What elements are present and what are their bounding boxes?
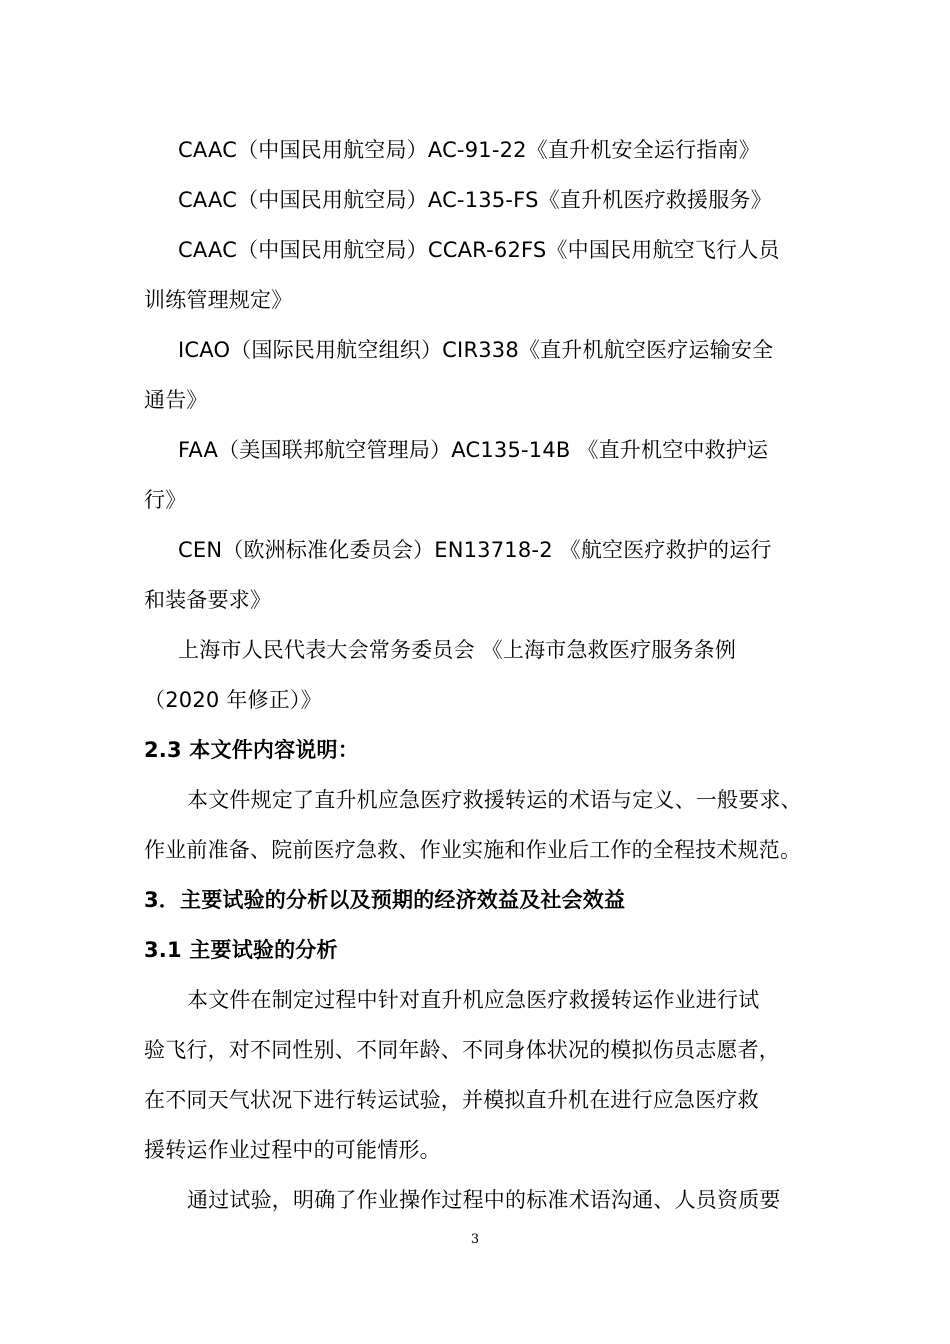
page-number: 3 xyxy=(470,1232,480,1247)
section-heading-3: 3．主要试验的分析以及预期的经济效益及社会效益 xyxy=(144,888,626,912)
reference-line: CEN（欧洲标准化委员会）EN13718-2 《航空医疗救护的运行 xyxy=(178,538,772,562)
paragraph-line: 通过试验，明确了作业操作过程中的标准术语沟通、人员资质要 xyxy=(187,1188,781,1212)
reference-line: CAAC（中国民用航空局）AC-91-22《直升机安全运行指南》 xyxy=(178,138,760,162)
reference-line: CAAC（中国民用航空局）CCAR-62FS《中国民用航空飞行人员 xyxy=(178,238,780,262)
reference-line-continued: （2020 年修正）》 xyxy=(144,688,322,712)
paragraph-line: 援转运作业过程中的可能情形。 xyxy=(144,1138,441,1162)
paragraph-line: 本文件规定了直升机应急医疗救援转运的术语与定义、一般要求、 xyxy=(187,788,802,812)
reference-line-continued: 行》 xyxy=(144,488,187,512)
section-heading-2-3: 2.3 本文件内容说明： xyxy=(144,738,359,762)
reference-line-continued: 和装备要求》 xyxy=(144,588,272,612)
paragraph-line: 作业前准备、院前医疗急救、作业实施和作业后工作的全程技术规范。 xyxy=(144,838,802,862)
reference-line: 上海市人民代表大会常务委员会 《上海市急救医疗服务条例 xyxy=(178,638,737,662)
reference-line: ICAO（国际民用航空组织）CIR338《直升机航空医疗运输安全 xyxy=(178,338,774,362)
reference-line-continued: 通告》 xyxy=(144,388,208,412)
paragraph-line: 本文件在制定过程中针对直升机应急医疗救援转运作业进行试 xyxy=(187,988,760,1012)
paragraph-line: 在不同天气状况下进行转运试验，并模拟直升机在进行应急医疗救 xyxy=(144,1088,759,1112)
reference-line: CAAC（中国民用航空局）AC-135-FS《直升机医疗救援服务》 xyxy=(178,188,772,212)
section-heading-3-1: 3.1 主要试验的分析 xyxy=(144,938,338,962)
paragraph-line: 验飞行，对不同性别、不同年龄、不同身体状况的模拟伤员志愿者， xyxy=(144,1038,780,1062)
reference-line-continued: 训练管理规定》 xyxy=(144,288,293,312)
reference-line: FAA（美国联邦航空管理局）AC135-14B 《直升机空中救护运 xyxy=(178,438,769,462)
